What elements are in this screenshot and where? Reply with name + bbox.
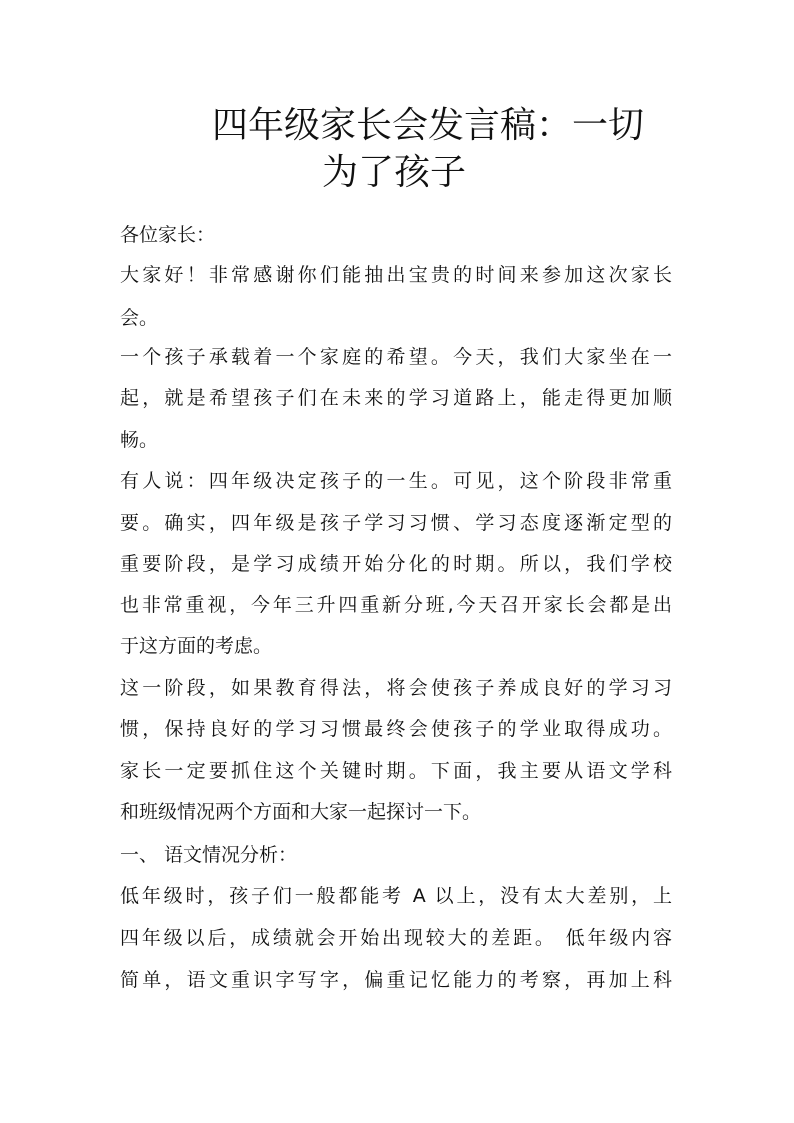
body-line: 和班级情况两个方面和大家一起探讨一下。	[120, 801, 482, 823]
body-line: 家长一定要抓住这个关键时期。下面，我主要从语文学科	[120, 760, 672, 782]
body-line: 低年级时，孩子们一般都能考 A 以上，没有太大差别，上	[120, 885, 672, 907]
body-line: 会。	[120, 307, 159, 329]
salutation-line: 各位家长：	[120, 224, 216, 246]
body-line: 这一阶段，如果教育得法，将会使孩子养成良好的学习习	[120, 677, 672, 699]
body-line: 起，就是希望孩子们在未来的学习道路上，能走得更加顺	[120, 387, 672, 409]
body-line: 重要阶段，是学习成绩开始分化的时期。所以，我们学校	[120, 553, 672, 575]
body-line: 要。确实，四年级是孩子学习习惯、学习态度逐渐定型的	[120, 512, 672, 534]
body-line: 大家好！非常感谢你们能抽出宝贵的时间来参加这次家长	[120, 264, 672, 286]
document-title-line-1: 四年级家长会发言稿：一切	[212, 105, 645, 146]
body-line: 惯，保持良好的学习习惯最终会使孩子的学业取得成功。	[120, 718, 672, 740]
body-line: 有人说：四年级决定孩子的一生。可见，这个阶段非常重	[120, 470, 672, 492]
section-heading: 一、 语文情况分析：	[120, 844, 298, 866]
body-line: 畅。	[120, 429, 159, 451]
body-line: 四年级以后，成绩就会开始出现较大的差距。 低年级内容	[120, 927, 672, 949]
body-line: 于这方面的考虑。	[120, 635, 273, 657]
document-title-line-2: 为了孩子	[322, 152, 467, 193]
body-line: 一个孩子承载着一个家庭的希望。今天，我们大家坐在一	[120, 346, 672, 368]
body-line: 简单，语文重识字写字，偏重记忆能力的考察，再加上科	[120, 969, 672, 991]
body-line: 也非常重视，今年三升四重新分班,今天召开家长会都是出	[120, 594, 672, 616]
